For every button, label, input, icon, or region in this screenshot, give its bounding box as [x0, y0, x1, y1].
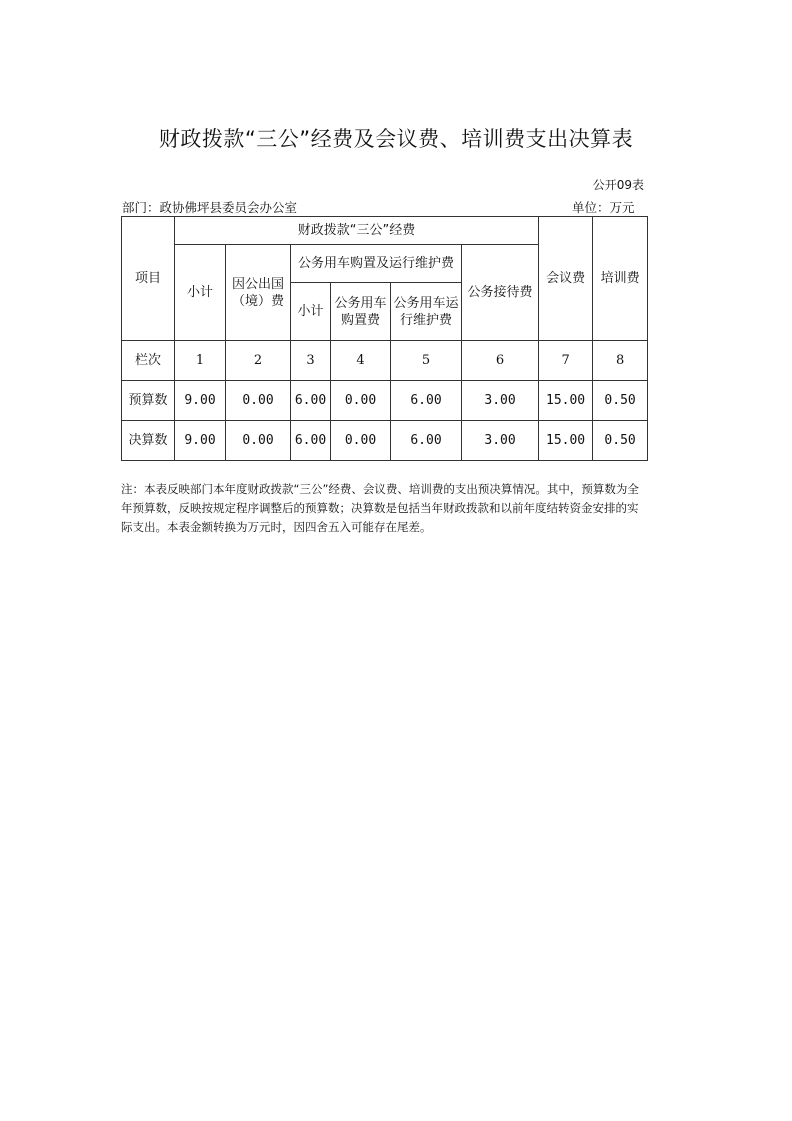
- column-number-label: 栏次: [122, 341, 175, 381]
- header-training: 培训费: [593, 217, 648, 341]
- header-reception: 公务接待费: [462, 245, 539, 341]
- page-title: 财政拨款“三公”经费及会议费、培训费支出决算表: [158, 127, 634, 151]
- table-cell: 6.00: [291, 421, 331, 461]
- department-label: 部门：政协佛坪县委员会办公室: [122, 200, 298, 215]
- table-cell: 0.50: [593, 421, 648, 461]
- column-number: 1: [175, 341, 226, 381]
- column-number: 4: [331, 341, 391, 381]
- table-cell: 9.00: [175, 421, 226, 461]
- column-number-row: [122, 341, 648, 381]
- table-cell: 0.00: [331, 381, 391, 421]
- table-cell: 6.00: [391, 421, 462, 461]
- table-cell: 9.00: [175, 381, 226, 421]
- header-subtotal: 小计: [175, 245, 226, 341]
- column-number: 2: [226, 341, 291, 381]
- column-number: 8: [593, 341, 648, 381]
- header-item: 项目: [122, 217, 175, 341]
- table-cell: 0.50: [593, 381, 648, 421]
- header-vehicle-operation: 公务用车运行维护费: [391, 283, 462, 341]
- table-row: [122, 421, 648, 461]
- row-label: 决算数: [122, 421, 175, 461]
- unit-label: 单位：万元: [572, 200, 635, 215]
- table-cell: 6.00: [291, 381, 331, 421]
- expenditure-table: [121, 216, 648, 461]
- header-three-public-group: 财政拨款“三公”经费: [175, 217, 539, 245]
- column-number: 5: [391, 341, 462, 381]
- table-cell: 0.00: [331, 421, 391, 461]
- table-cell: 6.00: [391, 381, 462, 421]
- table-cell: 3.00: [462, 381, 539, 421]
- table-cell: 0.00: [226, 421, 291, 461]
- header-vehicle-purchase: 公务用车购置费: [331, 283, 391, 341]
- table-cell: 15.00: [539, 381, 593, 421]
- footnote: 注：本表反映部门本年度财政拨款“三公”经费、会议费、培训费的支出预决算情况。其中，预算数为全年预算数，反映按规定程序调整后的预算数；决算数是包括当年财政拨款和以前年度结转资金安排的实际支出。本表金额转换为万元时，因四舍五入可能存在尾差。: [121, 482, 639, 534]
- table-cell: 15.00: [539, 421, 593, 461]
- column-number: 7: [539, 341, 593, 381]
- table-row: [122, 381, 648, 421]
- form-number: 公开09表: [592, 178, 644, 192]
- header-meeting: 会议费: [539, 217, 593, 341]
- header-vehicle-subtotal: 小计: [291, 283, 331, 341]
- column-number: 3: [291, 341, 331, 381]
- row-label: 预算数: [122, 381, 175, 421]
- table-cell: 3.00: [462, 421, 539, 461]
- table-cell: 0.00: [226, 381, 291, 421]
- column-number: 6: [462, 341, 539, 381]
- header-vehicle-group: 公务用车购置及运行维护费: [291, 245, 462, 283]
- header-overseas: 因公出国（境）费: [226, 245, 291, 341]
